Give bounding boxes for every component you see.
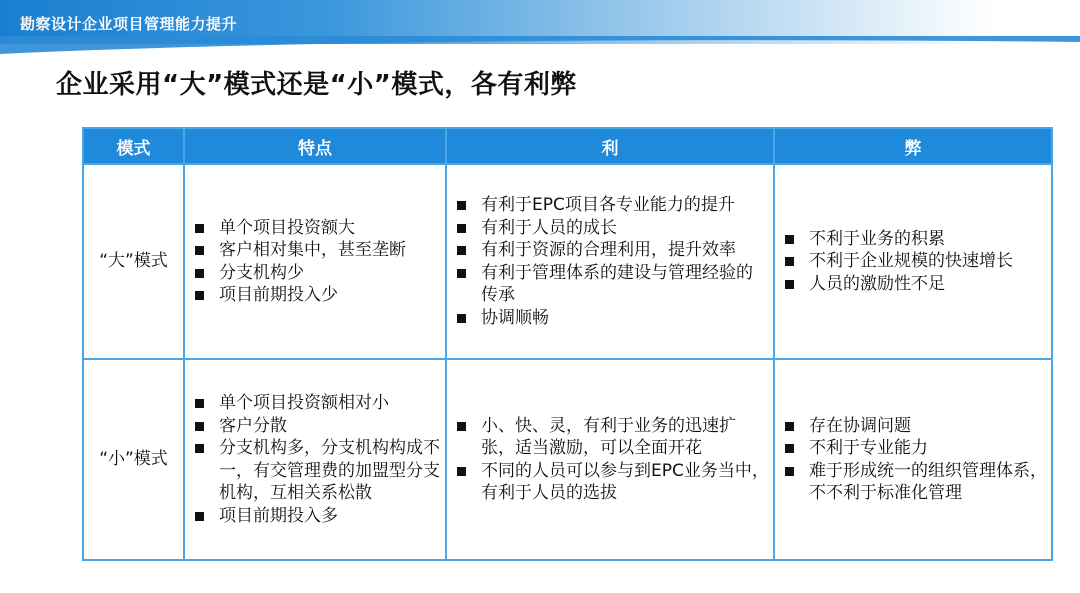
bullet-square-icon [785,257,794,266]
list-item [455,415,769,460]
bullet-square-icon [195,224,204,233]
pros-cell [446,359,774,560]
list-item [193,415,441,438]
features-cell [184,359,446,560]
list-item-text: 有利于资源的合理利用，提升效率 [481,240,736,260]
column-header-cons: 弊 [774,128,1052,164]
bullet-square-icon [785,467,794,476]
bullet-square-icon [785,444,794,453]
bullet-square-icon [195,291,204,300]
bullet-square-icon [195,246,204,255]
bullet-square-icon [195,399,204,408]
bullet-square-icon [457,201,466,210]
list-item-text: 有利于人员的成长 [481,217,617,238]
list-item [783,273,1047,296]
bullet-square-icon [195,512,204,521]
column-header-pros: 利 [446,128,774,164]
bullet-square-icon [195,269,204,278]
list-item [783,437,1047,460]
pros-cell [446,164,774,359]
list-item [455,262,769,307]
list-item [193,262,441,285]
list-item [193,392,441,415]
bullet-square-icon [457,246,466,255]
list-item [193,505,441,528]
features-cell [184,164,446,359]
list-item-text: 单个项目投资额相对小 [219,393,389,413]
list-item [455,194,769,217]
list-item-text: 难于形成统一的组织管理体系，不不利于标准化管理 [809,460,1047,503]
list-item [455,217,769,240]
list-item-text: 分支机构少 [219,262,304,283]
table-row-small-mode [83,359,1052,560]
list-item-text: 不同的人员可以参与到EPC业务当中，有利于人员的选拔 [481,460,769,503]
list-item [783,228,1047,251]
bullet-square-icon [195,422,204,431]
list-item-text: 不利于业务的积累 [809,228,945,249]
bullet-square-icon [457,422,466,431]
list-item [193,239,441,262]
table-row-big-mode [83,164,1052,359]
list-item [455,307,769,330]
list-item [455,460,769,505]
list-item-text: 人员的激励性不足 [809,273,945,294]
bullet-square-icon [457,467,466,476]
bullet-square-icon [785,422,794,431]
table-header-row [83,128,1052,164]
list-item [783,250,1047,273]
bullet-square-icon [457,269,466,278]
list-item-text: 客户分散 [219,415,287,436]
bullet-square-icon [457,314,466,323]
list-item-text: 单个项目投资额大 [219,217,355,238]
list-item-text: 项目前期投入少 [219,285,338,305]
list-item-text: 有利于EPC项目各专业能力的提升 [481,195,735,215]
list-item-text: 不利于企业规模的快速增长 [809,251,1013,272]
bullet-square-icon [785,280,794,289]
list-item [193,217,441,240]
bullet-square-icon [195,444,204,453]
list-item-text: 分支机构多，分支机构构成不一，有交管理费的加盟型分支机构，互相关系松散 [219,438,440,503]
list-item [783,415,1047,438]
bullet-square-icon [457,224,466,233]
list-item-text: 客户相对集中，甚至垄断 [219,240,406,260]
list-item-text: 小、快、灵，有利于业务的迅速扩张，适当激励，可以全面开花 [481,415,736,458]
bullet-square-icon [785,235,794,244]
list-item-text: 项目前期投入多 [219,505,338,526]
list-item-text: 有利于管理体系的建设与管理经验的传承 [481,262,753,305]
banner-swoosh [0,36,1080,58]
list-item-text: 协调顺畅 [481,307,549,328]
list-item-text: 存在协调问题 [809,415,911,436]
cons-cell [774,164,1052,359]
list-item [193,284,441,307]
page-title: 企业采用“大”模式还是“小”模式，各有利弊 [56,70,577,100]
banner-title: 勘察设计企业项目管理能力提升 [20,15,238,33]
list-item [783,460,1047,505]
list-item [455,239,769,262]
column-header-features: 特点 [184,128,446,164]
list-item-text: 不利于专业能力 [809,438,928,458]
mode-cell: “大”模式 [83,164,184,359]
mode-cell: “小”模式 [83,359,184,560]
list-item [193,437,441,505]
cons-cell [774,359,1052,560]
column-header-mode: 模式 [83,128,184,164]
comparison-table [82,127,1053,561]
